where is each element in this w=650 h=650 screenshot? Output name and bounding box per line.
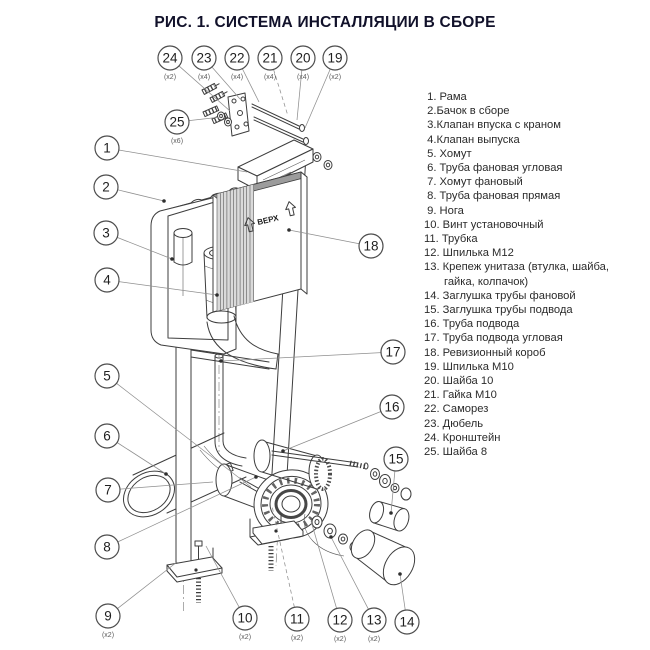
callout-number-24: 24 — [162, 50, 178, 66]
list-item: 23. Дюбель — [424, 417, 484, 430]
list-item: 8. Труба фановая прямая — [424, 190, 561, 203]
callout-number-7: 7 — [104, 482, 112, 498]
callout-2 — [94, 175, 118, 199]
callout-qty-11: (x2) — [290, 635, 304, 642]
callout-17 — [381, 340, 405, 364]
list-item: 14. Заглушка трубы фановой — [424, 289, 576, 302]
list-item: 15. Заглушка трубы подвода — [424, 304, 573, 317]
callout-7 — [96, 478, 120, 502]
callout-6 — [95, 424, 119, 448]
callout-number-4: 4 — [103, 272, 111, 288]
list-item: 4.Клапан выпуска — [424, 133, 520, 146]
leader-line-2 — [118, 190, 164, 201]
list-item: 5. Хомут — [424, 147, 472, 160]
leader-line-10 — [206, 546, 239, 607]
callout-12 — [328, 608, 352, 643]
callout-qty-13: (x2) — [367, 636, 381, 643]
callout-25 — [165, 110, 189, 145]
callout-number-3: 3 — [102, 225, 110, 241]
callout-number-20: 20 — [295, 50, 311, 66]
callout-qty-24: (x2) — [163, 74, 177, 81]
box-logo-text: ВЕРХ — [256, 213, 280, 227]
callout-qty-9: (x2) — [101, 632, 115, 639]
supply-pipe-vertical — [215, 354, 246, 466]
callout-5 — [95, 364, 119, 388]
list-item: 3.Клапан впуска с краном — [424, 119, 561, 132]
callout-16 — [380, 395, 404, 419]
leader-dot-2 — [162, 199, 166, 203]
leader-dot-8 — [254, 475, 258, 479]
list-item: 16. Труба подвода — [424, 318, 520, 331]
callout-number-19: 19 — [327, 50, 343, 66]
callout-qty-22: (x4) — [230, 74, 244, 81]
callout-22 — [225, 46, 249, 81]
leader-line-6 — [117, 442, 166, 474]
leader-line-9 — [117, 562, 177, 609]
callout-19 — [323, 46, 347, 81]
callout-number-1: 1 — [103, 140, 111, 156]
leader-dot-15 — [389, 511, 393, 515]
leader-line-17 — [221, 353, 381, 361]
callout-24 — [158, 46, 182, 81]
callout-number-6: 6 — [103, 428, 111, 444]
callout-20 — [291, 46, 315, 81]
list-item: 7. Хомут фановый — [424, 176, 523, 189]
callout-qty-12: (x2) — [333, 636, 347, 643]
list-item: 25. Шайба 8 — [424, 446, 488, 459]
leader-dot-18 — [287, 228, 291, 232]
callout-number-17: 17 — [385, 344, 401, 360]
callout-qty-21: (x4) — [263, 74, 277, 81]
callout-3 — [94, 221, 118, 245]
list-item: 9. Нога — [424, 204, 464, 217]
list-item: 1. Рама — [424, 91, 467, 103]
list-item: 10. Винт установочный — [424, 218, 544, 231]
callout-number-11: 11 — [289, 611, 305, 627]
callout-1 — [95, 136, 119, 160]
callout-number-5: 5 — [103, 368, 111, 384]
callout-number-15: 15 — [388, 451, 404, 467]
leader-line-16 — [283, 411, 381, 451]
callout-23 — [192, 46, 216, 81]
callout-qty-10: (x2) — [238, 634, 252, 641]
list-item: 2.Бачок в сборе — [424, 105, 510, 118]
leader-dot-16 — [281, 449, 285, 453]
callout-number-21: 21 — [262, 50, 278, 66]
parts-list — [424, 90, 624, 459]
callout-14 — [395, 610, 419, 634]
callout-4 — [95, 268, 119, 292]
leader-line-1 — [119, 150, 247, 172]
callout-number-14: 14 — [399, 614, 415, 630]
list-item: 6. Труба фановая угловая — [424, 162, 563, 175]
callout-8 — [95, 535, 119, 559]
callout-qty-25: (x6) — [170, 138, 184, 145]
callout-qty-20: (x4) — [296, 74, 310, 81]
callout-number-18: 18 — [363, 238, 379, 254]
list-item: 12. Шпилька М12 — [424, 247, 514, 260]
callout-number-2: 2 — [102, 179, 110, 195]
callout-number-9: 9 — [104, 608, 112, 624]
list-item: 24. Кронштейн — [424, 431, 501, 444]
leader-dot-13 — [329, 535, 333, 539]
callout-number-22: 22 — [229, 50, 245, 66]
callout-number-23: 23 — [196, 50, 212, 66]
callout-11 — [285, 607, 309, 642]
leader-dot-4 — [215, 293, 219, 297]
callout-9 — [96, 604, 120, 639]
callout-number-8: 8 — [103, 539, 111, 555]
list-item: 20. Шайба 10 — [424, 375, 494, 388]
leader-dot-17 — [219, 359, 223, 363]
leader-dot-3 — [170, 257, 174, 261]
figure-title: РИС. 1. СИСТЕМА ИНСТАЛЛЯЦИИ В СБОРЕ — [154, 14, 496, 31]
callout-13 — [362, 608, 386, 643]
callout-number-25: 25 — [169, 114, 185, 130]
list-item: 22. Саморез — [424, 403, 489, 416]
list-item: 17. Труба подвода угловая — [424, 332, 563, 345]
leader-dot-14 — [398, 572, 402, 576]
callout-number-10: 10 — [237, 610, 253, 626]
callout-qty-23: (x4) — [197, 74, 211, 81]
callout-21 — [258, 46, 282, 81]
leader-line-24 — [179, 66, 230, 111]
list-item: 11. Трубка — [424, 233, 478, 246]
revision-box — [213, 172, 307, 312]
list-item: 13. Крепеж унитаза (втулка, шайба, гайка, колпачок) — [424, 261, 613, 288]
list-item: 21. Гайка М10 — [424, 389, 497, 402]
callout-qty-19: (x2) — [328, 74, 342, 81]
callout-number-13: 13 — [366, 612, 382, 628]
list-item: 19. Шпилька М10 — [424, 360, 514, 373]
callout-number-16: 16 — [384, 399, 400, 415]
callout-10 — [233, 606, 257, 641]
callout-15 — [384, 447, 408, 471]
callout-18 — [359, 234, 383, 258]
callout-number-12: 12 — [332, 612, 348, 628]
callouts — [94, 46, 419, 643]
leader-dot-6 — [164, 472, 168, 476]
list-item: 18. Ревизионный короб — [424, 346, 546, 359]
